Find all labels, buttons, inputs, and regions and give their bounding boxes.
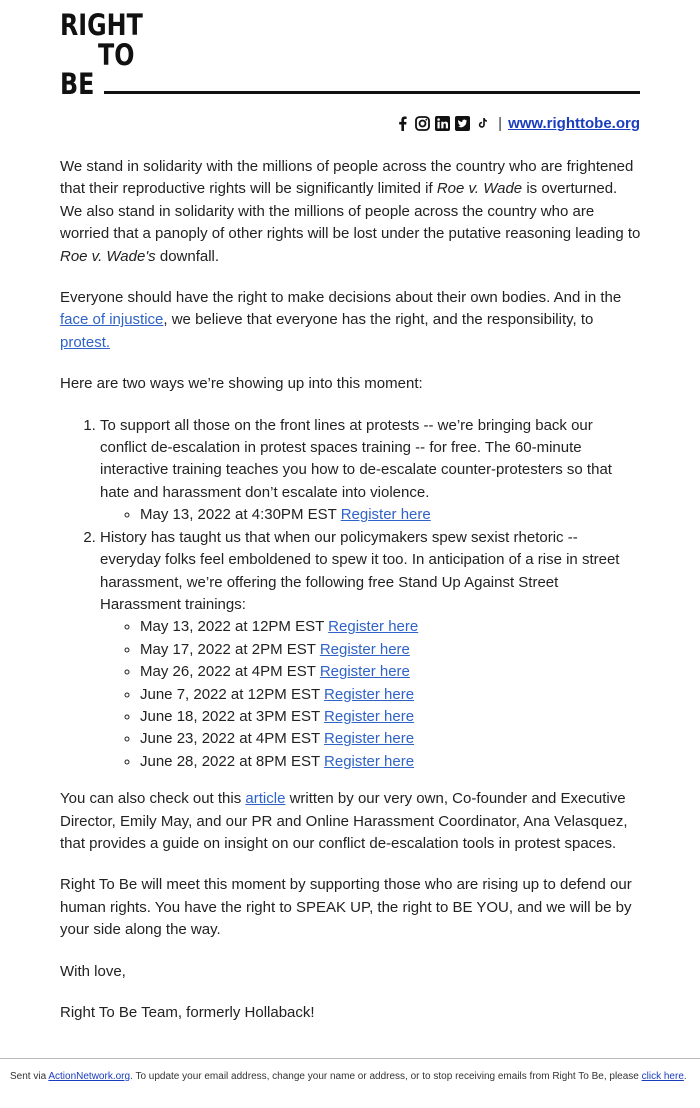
list-item — [140, 504, 642, 526]
paragraph-closing: Right To Be will meet this moment by supporting those who are rising up to defend our human rights. You have the right to SPEAK UP, the right to BE YOU, and we will be by your side along the way. — [60, 876, 632, 939]
list-item-text: History has taught us that when our policymakers spew sexist rhetoric -- everyday folks feel emboldened to spew it too. In anticipation of a rise in street harassment, we’re offering the following free Stand Up Against Street Harassment trainings: — [100, 528, 620, 613]
text-span: We stand in solidarity with the millions of people across the country who are frightened that their reproductive rights will be significantly limited if — [60, 158, 634, 198]
text-span: . To update your email address, change your name or address, or to stop receiving emails from Right To Be, please — [130, 1071, 642, 1082]
session-date: June 7, 2022 at 12PM EST — [140, 685, 320, 703]
facebook-icon[interactable] — [395, 116, 410, 131]
list-item — [140, 728, 642, 750]
email-body — [60, 156, 642, 1043]
logo-word-be: BE — [60, 67, 95, 101]
register-link[interactable]: Register here — [324, 752, 415, 770]
social-separator: | — [498, 115, 503, 132]
instagram-icon[interactable] — [415, 116, 430, 131]
actionnetwork-link[interactable]: ActionNetwork.org — [48, 1071, 131, 1082]
tiktok-icon[interactable] — [475, 116, 490, 131]
website-link[interactable]: www.righttobe.org — [508, 115, 640, 132]
case-name: Roe v. Wade — [436, 180, 523, 198]
unsubscribe-link[interactable]: click here — [641, 1071, 684, 1082]
email-footer — [0, 1058, 700, 1108]
session-date: May 26, 2022 at 4PM EST — [140, 663, 316, 681]
paragraph-article — [60, 788, 642, 855]
brand-logo — [60, 8, 640, 100]
list-item — [140, 661, 642, 683]
sub-list — [100, 616, 642, 773]
logo-word-right: RIGHT — [60, 8, 143, 42]
list-item — [140, 751, 642, 773]
sign-off: With love, — [60, 962, 126, 980]
case-name: Roe v. Wade's — [60, 247, 156, 265]
text-span: is overturned. We also stand in solidarity with the millions of people across the country who are worried that a panoply of other rights will be lost under the putative reasoning leading to — [60, 180, 641, 243]
register-link[interactable]: Register here — [340, 506, 431, 524]
text-span: written by our very own, Co-founder and Executive Director, Emily May, and our PR and Online Harassment Coordinator, Ana Velasquez, that provides a guide on insight on our conflict de-escalation tools in protest spaces. — [60, 790, 628, 852]
list-item — [140, 684, 642, 706]
text-span: Sent via — [10, 1071, 49, 1082]
list-item — [140, 616, 642, 638]
face-of-injustice-link[interactable]: face of injustice — [60, 311, 164, 329]
session-date: May 17, 2022 at 2PM EST — [140, 640, 316, 658]
list-item — [140, 706, 642, 728]
social-bar — [390, 115, 640, 132]
ways-list — [60, 415, 642, 774]
logo-word-to: TO — [98, 38, 135, 72]
logo-rule — [104, 91, 640, 94]
register-link[interactable]: Register here — [319, 663, 410, 681]
paragraph-intro-list: Here are two ways we’re showing up into this moment: — [60, 375, 423, 393]
text-span: You can also check out this — [60, 790, 246, 808]
register-link[interactable]: Register here — [328, 618, 419, 636]
linkedin-icon[interactable] — [435, 116, 450, 131]
sub-list — [100, 504, 642, 526]
session-date: June 23, 2022 at 4PM EST — [140, 730, 320, 748]
article-link[interactable]: article — [245, 790, 286, 808]
list-item — [140, 639, 642, 661]
register-link[interactable]: Register here — [324, 685, 415, 703]
twitter-icon[interactable] — [455, 116, 470, 131]
register-link[interactable]: Register here — [324, 730, 415, 748]
text-span: downfall. — [155, 247, 220, 265]
text-span: Everyone should have the right to make decisions about their own bodies. And in the — [60, 289, 622, 307]
signature: Right To Be Team, formerly Hollaback! — [60, 1004, 315, 1021]
list-item — [100, 527, 642, 773]
session-date: May 13, 2022 at 4:30PM EST — [140, 506, 337, 524]
paragraph-rights — [60, 287, 642, 354]
protest-link[interactable]: protest. — [60, 333, 111, 351]
register-link[interactable]: Register here — [319, 640, 410, 658]
paragraph-solidarity — [60, 156, 642, 268]
session-date: June 18, 2022 at 3PM EST — [140, 707, 320, 725]
list-item-text: To support all those on the front lines at protests -- we’re bringing back our conflict de-escalation in protest spaces training -- for free. The 60-minute interactive training teaches you how to de-escalate counter-protesters so that hate and harassment don’t escalate into violence. — [100, 416, 612, 501]
list-item — [100, 415, 642, 527]
session-date: June 28, 2022 at 8PM EST — [140, 752, 320, 770]
session-date: May 13, 2022 at 12PM EST — [140, 618, 324, 636]
register-link[interactable]: Register here — [324, 707, 415, 725]
text-span: . — [683, 1071, 687, 1082]
text-span: , we believe that everyone has the right, and the responsibility, to — [163, 311, 594, 329]
